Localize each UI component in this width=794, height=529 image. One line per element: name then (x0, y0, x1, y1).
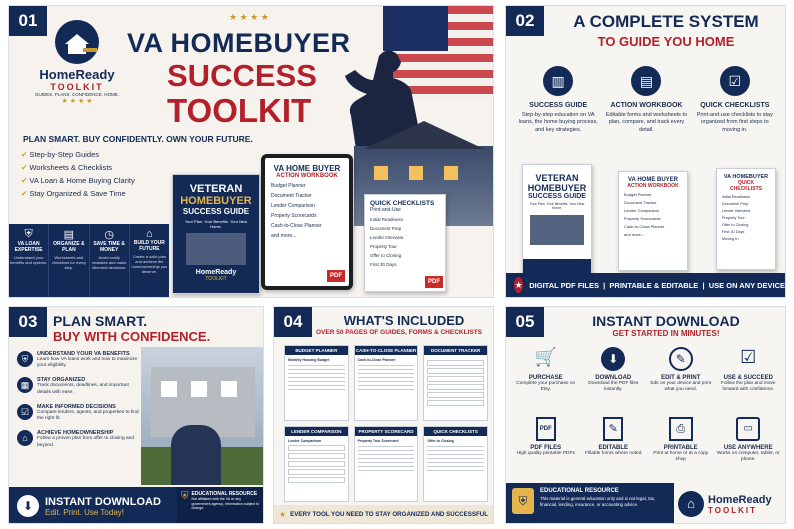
title-line-2: OVER 50 PAGES OF GUIDES, FORMS & CHECKLISTS (315, 329, 482, 336)
workbook-sheet: VA HOME BUYER ACTION WORKBOOK Budget Planner Document Tracker Lender Comparison Property Scorecards Cash-to-Close Planner and more... (618, 171, 688, 271)
pdf-badge: PDF (327, 270, 345, 282)
workbook-tablet: VA HOME BUYER ACTION WORKBOOK Budget Planner Document Tracker Lender Comparison Property Scorecards Cash-to-Close Planner and more... PDF (261, 154, 353, 290)
top-stars: ★ ★ ★ ★ (229, 12, 269, 22)
included-card: CASH-TO-CLOSE PLANNER Cash-to-Close Planner (354, 345, 419, 421)
quick-checklist-sheet: QUICK CHECKLISTS Print-and-Use Initial Readiness Document Prep Lender Interview Property Tour Offer to Closing First 30 Days (364, 194, 446, 292)
title-line-1: PLAN SMART. (53, 313, 148, 329)
checklist-icon: ☑ (720, 66, 750, 96)
feature-bar (9, 224, 169, 298)
footer-text: DIGITAL PDF FILES | PRINTABLE & EDITABLE | USE ON ANY DEVICE (529, 280, 785, 290)
shield-icon: ⛨ (24, 228, 33, 240)
title-line-2: SUCCESS (167, 58, 317, 93)
checklist-icon: ☑ (17, 404, 33, 420)
logo-stars: ★ ★ ★ ★ (61, 98, 93, 105)
workbook-item: Budget Planner (271, 183, 306, 189)
workbook-item: Property Scorecards (624, 216, 661, 221)
feature-item: ◷ SAVE TIME & MONEY Avoid costly mistakes and make informed decisions. (90, 224, 130, 298)
edit-icon: ✎ (669, 347, 693, 371)
title-line-1: INSTANT DOWNLOAD (592, 313, 740, 329)
feature-item: ⎙ PRINTABLE Print at home or at a copy shop (647, 417, 715, 463)
check-icon: ✔ (21, 163, 30, 172)
included-card: LENDER COMPARISON Lender Comparison (284, 426, 349, 502)
checklist-item: Document Prep (722, 202, 749, 206)
benefit-item: ☑ MAKE INFORMED DECISIONS Compare lenders, agents, and properties to find the right fit. (17, 404, 139, 422)
included-card: QUICK CHECKLISTS Offer to Closing (423, 426, 488, 502)
step-item: ✎ EDIT & PRINT Edit on your device and print what you need. (647, 347, 715, 393)
title-line-3: TOOLKIT (167, 92, 312, 129)
clipboard-icon: ▤ (63, 229, 75, 241)
cart-icon: 🛒 (534, 347, 557, 367)
panel-3 (8, 306, 264, 524)
panel-number: 02 (506, 6, 544, 36)
footer-bar (274, 505, 493, 523)
pdf-file-icon: PDF (536, 417, 556, 441)
footer-text: EVERY TOOL YOU NEED TO STAY ORGANIZED AND SUCCESSFUL (290, 510, 489, 518)
clipboard-icon: ▤ (631, 66, 661, 96)
check-item: ✔ Step-by-Step Guides (21, 150, 99, 159)
checklist-item: Moving In (722, 237, 739, 241)
star-badge-icon: ★ (514, 277, 523, 293)
brand-logo: ⌂ HomeReady TOOLKIT (678, 487, 783, 521)
panel-2 (505, 5, 786, 298)
check-item: ✔ Stay Organized & Save Time (21, 189, 126, 198)
benefit-item: ▦ STAY ORGANIZED Track documents, deadlines, and important details with ease. (17, 377, 139, 395)
check-list (21, 150, 171, 202)
feature-item: ⌂ BUILD YOUR FUTURE Create a solid plan and achieve the homeownership you deserve. (131, 228, 168, 274)
benefit-item: ⌂ ACHIEVE HOMEOWNERSHIP Follow a proven plan from offer to closing and beyond. (17, 430, 139, 448)
workbook-item: Lender Comparison (271, 203, 315, 209)
check-icon: ✔ (21, 150, 30, 159)
included-card: BUDGET PLANNER Monthly Housing Budget (284, 345, 349, 421)
workbook-item: Property Scorecards (271, 213, 317, 219)
checklist-item: Initial Readiness (722, 195, 750, 199)
check-item: ✔ Worksheets & Checklists (21, 163, 113, 172)
guide-book: VETERAN HOMEBUYER SUCCESS GUIDE Your Plan. Your Benefits. Your New Home. HomeReady TOOLKIT (172, 174, 260, 294)
house-illustration (530, 215, 584, 245)
checklist-item: First 30 Days (370, 262, 397, 267)
checklist-item: Property Tour (722, 216, 745, 220)
shield-icon: ⛨ (512, 488, 534, 514)
title-line-1: VA HOMEBUYER (127, 28, 351, 58)
title-line-2: GET STARTED IN MINUTES! (612, 329, 720, 338)
download-icon: ⬇ (601, 347, 625, 371)
logo (29, 20, 125, 105)
included-grid (284, 345, 488, 502)
feature-item: PDF PDF FILES High quality printable PDFs (512, 417, 580, 463)
feature-item: ▤ ORGANIZE & PLAN Worksheets and checklists for every step. (49, 224, 89, 298)
checklist-item: Offer to Closing (370, 253, 402, 258)
checklist-item: Initial Readiness (370, 217, 404, 222)
checklist-item: Document Prep (370, 226, 402, 231)
workbook-item: Document Tracker (271, 193, 312, 199)
edu-notice: ⛨ EDUCATIONAL RESOURCE Not affiliated with the VA or any government agency. Information subject to change. (177, 487, 264, 524)
step-item: 🛒 PURCHASE Complete your purchase on Etsy. (512, 347, 580, 393)
title-line-2: TO GUIDE YOU HOME (597, 34, 735, 49)
title-line-2: BUY WITH CONFIDENCE. (53, 329, 211, 344)
included-card: PROPERTY SCORECARD Property Tour Scorecard (354, 426, 419, 502)
house-icon: ⌂ (17, 430, 33, 446)
check-item: ✔ VA Loan & Home Buying Clarity (21, 176, 135, 185)
logo-brand-bottom: TOOLKIT (50, 82, 104, 92)
feature-item: ⛨ VA LOAN EXPERTISE Understand your benefits and options. (9, 224, 49, 298)
step-item: ☑ USE & SUCCEED Follow the plan and move forward with confidence. (715, 347, 783, 393)
devices-icon: ▭ (736, 417, 760, 441)
workbook-item: Cash-to-Close Planner (624, 224, 665, 229)
system-columns (514, 66, 779, 134)
folder-icon: ▦ (17, 377, 33, 393)
panel-4 (273, 306, 494, 524)
pdf-badge: PDF (425, 276, 443, 288)
workbook-item: and more... (271, 233, 297, 239)
workbook-item: Document Tracker (624, 200, 657, 205)
panel-1 (8, 5, 494, 298)
logo-tagline: GUIDES. PLANS. CONFIDENCE. HOME. (34, 92, 119, 97)
steps-row (512, 347, 782, 393)
shield-icon: ⛨ (181, 491, 189, 502)
title-line-1: WHAT'S INCLUDED (343, 313, 465, 328)
step-item: ⬇ DOWNLOAD Download the PDF files instantly. (580, 347, 648, 393)
benefit-list (17, 351, 139, 457)
quick-checklist-sheet: VA HOMEBUYER QUICK CHECKLISTS Initial Readiness Document Prep Lender Interview Property Tour Offer to Closing First 30 Days Moving In (716, 168, 776, 270)
system-column: ▤ ACTION WORKBOOK Editable forms and worksheets to plan, compare, and track every detail. (602, 66, 690, 134)
included-card: DOCUMENT TRACKER (423, 345, 488, 421)
features-row (512, 417, 782, 463)
clock-icon: ◷ (104, 229, 114, 241)
logo-brand-top: HomeReady (39, 67, 115, 82)
couple-silhouette (171, 425, 221, 485)
checklist-item: Offer to Closing (722, 223, 749, 227)
house-illustration (186, 233, 246, 265)
checklist-item: Lender Interview (370, 235, 404, 240)
editable-icon: ✎ (603, 417, 623, 441)
workbook-item: Cash-to-Close Planner (271, 223, 322, 229)
benefit-item: ⛨ UNDERSTAND YOUR VA BENEFITS Learn how VA loans work and how to maximize your eligibility. (17, 351, 139, 369)
subtitle: PLAN SMART. BUY CONFIDENTLY. OWN YOUR FUTURE. (23, 134, 253, 144)
checklist-item: First 30 Days (722, 230, 745, 234)
panel-number: 05 (506, 307, 544, 337)
cta-download[interactable]: ⬇ INSTANT DOWNLOAD Edit. Print. Use Today! (9, 487, 177, 524)
panel-5 (505, 306, 786, 524)
shield-icon: ⛨ (17, 351, 33, 367)
feature-item: ▭ USE ANYWHERE Works on computer, tablet, or phone. (715, 417, 783, 463)
panel-number: 03 (9, 307, 47, 337)
title-line-1: A COMPLETE SYSTEM (573, 12, 759, 31)
house-key-icon: ⌂ (678, 491, 704, 517)
check-icon: ✔ (21, 176, 30, 185)
panel-number: 01 (9, 6, 47, 36)
edu-notice: ⛨ EDUCATIONAL RESOURCE This material is general education only and is not legal, tax, financial, lending, insurance, or accounting advice. (506, 483, 674, 524)
printer-icon: ⎙ (669, 417, 693, 441)
check-icon: ✔ (21, 189, 30, 198)
star-icon: ★ (278, 509, 287, 519)
feature-item: ✎ EDITABLE Fillable forms where noted (580, 417, 648, 463)
house-key-icon (55, 20, 99, 64)
book-icon: ▥ (543, 66, 573, 96)
footer-bar (506, 273, 785, 297)
system-column: ▥ SUCCESS GUIDE Step-by-step education on VA loans, the home buying process, and key strategies. (514, 66, 602, 134)
checklist-icon: ☑ (740, 347, 757, 367)
checklist-item: Lender Interview (722, 209, 751, 213)
guide-book: VETERAN HOMEBUYER SUCCESS GUIDE Your Plan. Your Benefits. Your New Home. (522, 164, 592, 274)
panel-number: 04 (274, 307, 312, 337)
workbook-item: Budget Planner (624, 192, 652, 197)
workbook-item: and more... (624, 232, 645, 237)
house-photo (141, 347, 264, 485)
system-column: ☑ QUICK CHECKLISTS Print-and-use checklists to stay organized from first steps to moving in. (691, 66, 779, 134)
workbook-item: Lender Comparison (624, 208, 660, 213)
download-icon: ⬇ (17, 495, 39, 517)
checklist-item: Property Tour (370, 244, 397, 249)
house-icon: ⌂ (146, 228, 153, 240)
